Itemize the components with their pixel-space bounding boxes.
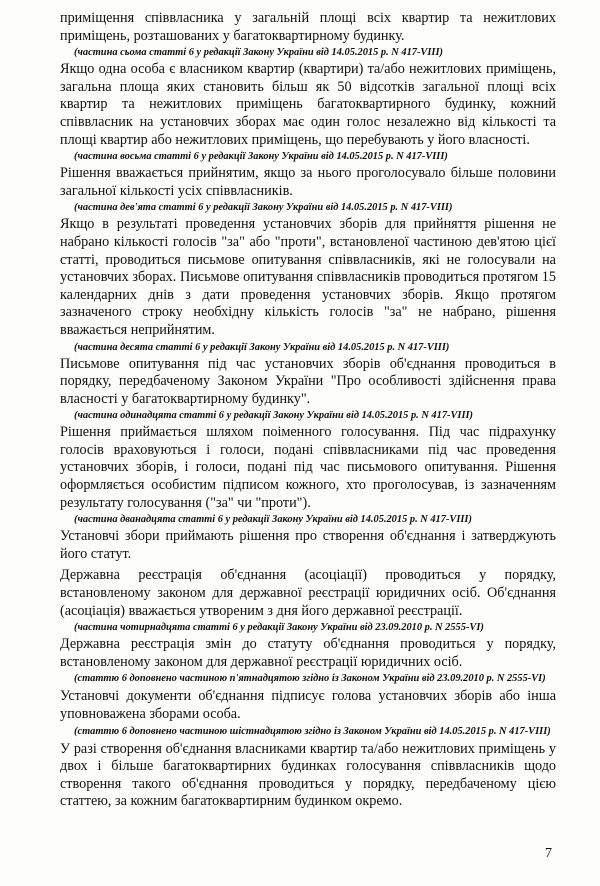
paragraph: приміщення співвласника у загальній площі всіх квартир та нежитлових приміщень, розташованих у багатоквартирному будинку.: [60, 10, 556, 44]
page-number: 7: [545, 846, 552, 861]
paragraph: У разі створення об'єднання власниками квартир та/або нежитлових приміщень у двох і більше багатоквартирних будинках голосування співвласників щодо створення такого об'єднання проводиться у порядку, передбаченому цією статтею, за кожним багатоквартирним будинком окремо.: [60, 740, 556, 810]
paragraph: Якщо в результаті проведення установчих зборів для прийняття рішення не набрано кількості голосів "за" або "проти", встановленої частиною дев'ятою цієї статті, проводиться письмове опитування співвласників, які не голосували на установчих зборах. Письмове опитування співвласників проводиться протягом 15 календарних днів з дати проведення установчих зборів. Якщо протягом зазначеного строку необхідну кількість голосів "за" не набрано, рішення вважається неприйнятим.: [60, 216, 556, 338]
paragraph: Установчі документи об'єднання підписує голова установчих зборів або інша уповноважена зборами особа.: [60, 688, 556, 722]
paragraph: Державна реєстрація змін до статуту об'єднання проводиться у порядку, встановленому законом для державної реєстрації юридичних осіб.: [60, 636, 556, 670]
paragraph: Якщо одна особа є власником квартир (квартири) та/або нежитлових приміщень, загальна площа яких становить більш як 50 відсотків загальної площі всіх квартир та нежитлових приміщень багатоквартирного будинку, кожний співвласник на установчих зборах має один голос незалежно від кількості та площі квартир або нежитлових приміщень, що перебувають у його власності.: [60, 61, 556, 148]
amendment-note: (статтю 6 доповнено частиною шістнадцятою згідно із Законом України від 14.05.2015 р. N 417-VIII): [74, 725, 551, 737]
amendment-note: (статтю 6 доповнено частиною п'ятнадцятою згідно із Законом України від 23.09.2010 р. N 2555-VI): [74, 673, 546, 685]
amendment-note: (частина чотирнадцята статті 6 у редакції Закону України від 23.09.2010 р. N 2555-VI): [74, 622, 484, 634]
amendment-note: (частина одинадцята статті 6 у редакції Закону України від 14.05.2015 р. N 417-VIII): [74, 410, 473, 422]
paragraph: Письмове опитування під час установчих зборів об'єднання проводиться в порядку, передбаченому Законом України "Про особливості здійснення права власності у багатоквартирному будинку".: [60, 355, 556, 407]
paragraph: Установчі збори приймають рішення про створення об'єднання і затверджують його статут.: [60, 528, 556, 562]
amendment-note: (частина сьома статті 6 у редакції Закону України від 14.05.2015 р. N 417-VIII): [74, 47, 443, 59]
paragraph: Державна реєстрація об'єднання (асоціації) проводиться у порядку, встановленому законом для державної реєстрації юридичних осіб. Об'єднання (асоціація) вважається утвореним з дня його державної реєстрації.: [60, 567, 556, 619]
paragraph: Рішення вважається прийнятим, якщо за нього проголосувало більше половини загальної кількості усіх співвласників.: [60, 165, 556, 199]
amendment-note: (частина десята статті 6 у редакції Закону України від 14.05.2015 р. N 417-VIII): [74, 341, 450, 353]
amendment-note: (частина восьма статті 6 у редакції Закону України від 14.05.2015 р. N 417-VIII): [74, 151, 448, 163]
amendment-note: (частина дванадцята статті 6 у редакції Закону України від 14.05.2015 р. N 417-VIII): [74, 514, 472, 526]
paragraph: Рішення приймається шляхом поіменного голосування. Під час підрахунку голосів враховуються і голоси, подані співвласниками під час проведення установчих зборів, і голоси, подані під час письмового опитування. Рішення оформляється особистим підписом кожного, хто проголосував, із зазначенням результату голосування ("за" чи "проти").: [60, 424, 556, 511]
amendment-note: (частина дев'ята статті 6 у редакції Закону України від 14.05.2015 р. N 417-VIII): [74, 202, 453, 214]
